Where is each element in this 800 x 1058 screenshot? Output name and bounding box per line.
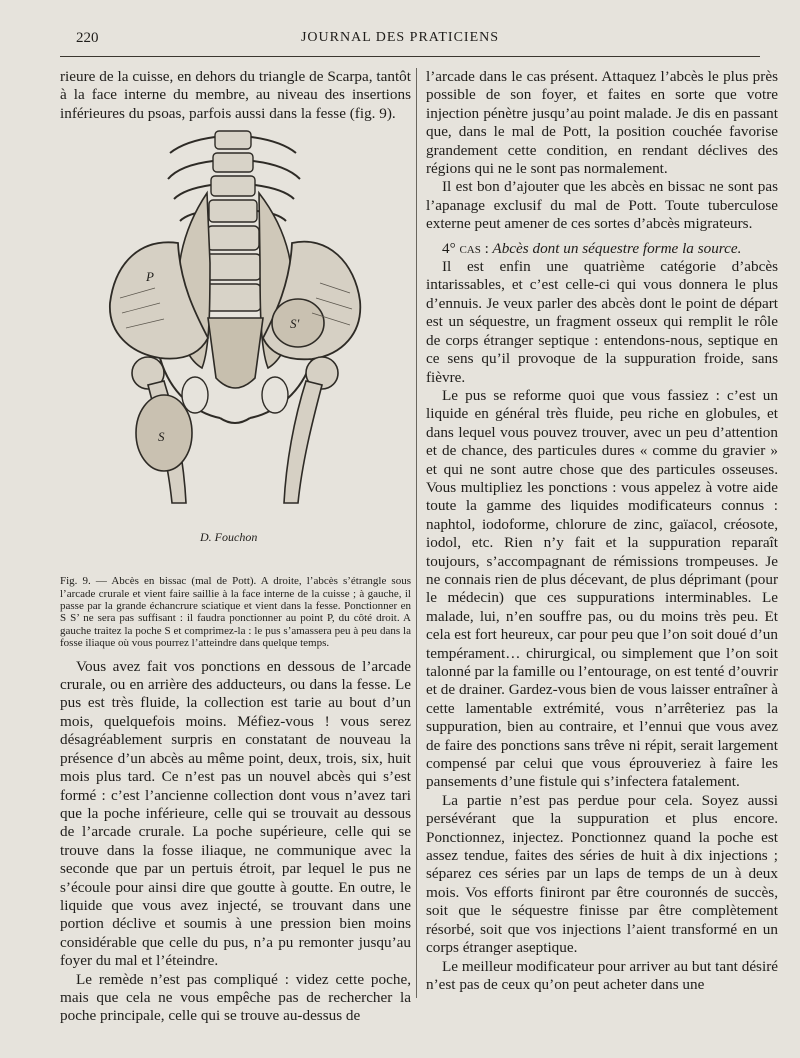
figure-caption: Fig. 9. — Abcès en bissac (mal de Pott). A droite, l’abcès s’étrangle sous l’arcade crurale et vient faire saillie à la face interne de la cuisse ; à gauche, il passe par la grande échancrure sciatique et vient dans la fesse. Ponctionner en S S’ ne sera pas suffisant : il faudra ponctionner au point P, du côté droit. A gauche traitez la poche S et comprimez-la : le pus s’amassera peu à peu dans la fosse iliaque où vous pourrez l’atteindre dans quelque temps. bbox=[60, 575, 411, 650]
left-column bbox=[60, 68, 411, 1026]
case-title: Abcès dont un séquestre forme la source. bbox=[492, 239, 742, 257]
header-rule bbox=[60, 56, 760, 57]
obturator-foramen-right bbox=[262, 377, 288, 413]
paragraph: Le pus se reforme quoi que vous fassiez : c’est un liquide en général très fluide, peu riche en globules, et dans lequel vous pouvez trouver, avec un peu d’attention et de chance, des particules dures « comme du gravier » et qui ne sont autre chose que des particules osseuses. Vous multipliez les ponctions : vous appelez à votre aide toute la gamme des liquides modificateurs connus : naphtol, iodoforme, chlorure de zinc, gaïacol, créosote, iodol, etc. Rien n’y fait et la suppuration reparaît toujours, s’accompagnant de rémissions trompeuses. Je ne connais rien de plus décevant, de plus déprimant (pour le médecin) que ces suppurations interminables. Le malade, lui, n’en souffre pas, ou du moins très peu. Et cela est fort heureux, car pour peu que l’on soit doué d’un tempérament… chirurgical, ou simplement que l’on soit talonné par la famille ou l’entourage, on est tenté d’ouvrir et de drainer. Gardez-vous bien de vous laisser entraîner à cette lamentable extrémité, vous n’arrêteriez pas la suppuration, bien au contraire, et l’ennui que vous avez de faire des ponctions sans trêve ni répit, serait largement compensé par celui que vous éprouveriez à faire les pansements d’une fistule qui s’infectera fatalement. bbox=[426, 386, 778, 791]
pelvis-illustration bbox=[60, 123, 411, 573]
paragraph: Il est bon d’ajouter que les abcès en bissac ne sont pas l’apanage exclusif du mal de Pott. Toute tuberculose externe peut amener de ces sortes d’abcès migrateurs. bbox=[426, 178, 778, 233]
column-divider bbox=[416, 68, 417, 998]
case-number: 4° cas : bbox=[442, 239, 489, 257]
label-s-right: S' bbox=[290, 316, 300, 332]
paragraph: Vous avez fait vos ponctions en dessous de l’arcade crurale, ou en arrière des adducteurs, ou dans la fesse. Le pus est très fluide, la collection est tarie au bout d’un mois, quelquefois moins. Méfiez-vous ! vous serez désagréablement surpris en constatant de nouveau la présence d’un abcès au même point, deux, trois, six, huit mois plus tard. Ce n’est pas un nouvel abcès qui s’est formé : c’est l’ancienne collection dont vous n’avez tari que la poche inférieure, celle qui se trouvait au dessous de l’arcade crurale. La poche supérieure, celle qui se trouve dans la fosse iliaque, ne communique avec la seconde que par un pertuis étroit, par lequel le pus ne s’écoule pour ainsi dire que goutte à goutte. En outre, le liquide que vous avez injecté, se trouvant dans une portion déclive et soumis à une pression bien moins considérable que celle du pus, n’a pu remonter jusqu’au foyer du mal et l’éteindre. bbox=[60, 657, 411, 970]
page-number: 220 bbox=[76, 30, 99, 46]
label-p: P bbox=[146, 269, 154, 285]
section-heading bbox=[426, 240, 778, 258]
paragraph-continued: l’arcade dans le cas présent. Attaquez l’abcès le plus près possible de son foyer, et faites en sorte que votre injection pénètre jusqu’au point malade. Je dis en passant que, dans le mal de Pott, la position couchée favorise grandement cette condition, en rendant déclives des régions qui ne le sont pas normalement. bbox=[426, 68, 778, 178]
journal-title: JOURNAL DES PRATICIENS bbox=[300, 30, 500, 45]
figure-9 bbox=[60, 123, 411, 573]
paragraph: La partie n’est pas perdue pour cela. Soyez aussi persévérant que la suppuration et plus encore. Ponctionnez, injectez. Ponctionnez quand la poche est assez tendue, faites des séries de huit à dix injections ; séparez ces séries par un laps de temps de un à deux mois. Vos efforts finiront par être couronnés de succès, soit que le séquestre finisse par être complètement résorbé, soit que vos injections l’aient transformé en un corps étranger aseptique. bbox=[426, 791, 778, 957]
page-header bbox=[60, 30, 740, 50]
artist-signature: D. Fouchon bbox=[200, 530, 258, 545]
obturator-foramen-left bbox=[182, 377, 208, 413]
right-column bbox=[426, 68, 778, 994]
label-s-left: S bbox=[158, 429, 165, 445]
vertebral-column bbox=[205, 131, 261, 311]
paragraph: Le remède n’est pas compliqué : videz cette poche, mais que cela ne vous empêche pas de rechercher la poche principale, celle qui se trouve au-dessus de bbox=[60, 970, 411, 1025]
sacrum bbox=[208, 318, 263, 388]
paragraph-continued: rieure de la cuisse, en dehors du triangle de Scarpa, tantôt à la face interne du membre, au niveau des insertions inférieures du psoas, parfois aussi dans la fesse (fig. 9). bbox=[60, 68, 411, 122]
paragraph: Le meilleur modificateur pour arriver au but tant désiré n’est pas de ceux qu’on peut acheter dans une bbox=[426, 957, 778, 993]
paragraph: Il est enfin une quatrième catégorie d’abcès intarissables, et c’est celle-ci qui vous donnera le plus d’ennuis. Je veux parler des abcès dont le point de départ est un séquestre, un fragment osseux qui remplit le rôle de corps étranger septique : entendons-nous, septique en ce sens qu’il provoque de la suppuration froide, sans fièvre. bbox=[426, 258, 778, 386]
